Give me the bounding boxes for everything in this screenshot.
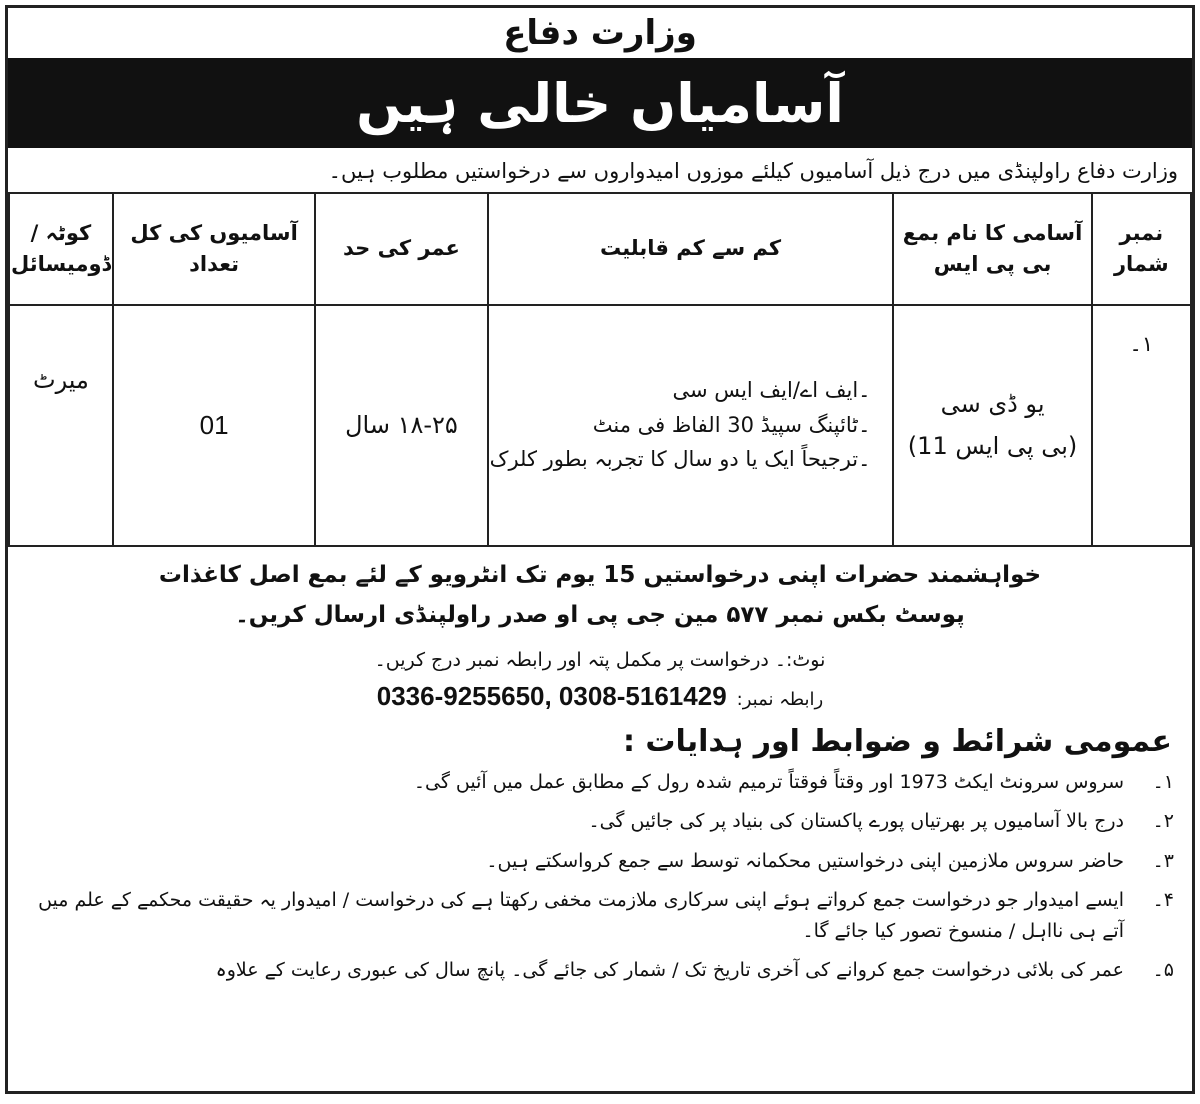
job-advertisement xyxy=(5,5,1195,1094)
list-item xyxy=(22,846,1174,876)
term-text: عمر کی بلائی درخواست جمع کروانے کی آخری تاریخ تک / شمار کی جائے گی۔ پانچ سال کی عبوری رعایت کے علاوہ xyxy=(215,958,1124,981)
table-header-row xyxy=(9,193,1191,305)
term-text: سروس سرونٹ ایکٹ 1973 اور وقتاً فوقتاً ترمیم شدہ رول کے مطابق عمل میں آئیں گی۔ xyxy=(413,771,1124,793)
note-text: نوٹ:۔ درخواست پر مکمل پتہ اور رابطہ نمبر درج کریں۔ xyxy=(374,649,826,671)
contact-numbers: 0336-9255650, 0308-5161429 xyxy=(376,681,727,711)
list-item xyxy=(22,885,1174,946)
vacancy-table xyxy=(8,192,1192,547)
cell-post-name xyxy=(893,305,1091,546)
terms-list xyxy=(8,767,1192,985)
cell-quota: میرٹ xyxy=(9,305,113,546)
header-serial: نمبر شمار xyxy=(1092,193,1191,305)
terms-title: عمومی شرائط و ضوابط اور ہدایات : xyxy=(622,724,1172,759)
instruction-line: پوسٹ بکس نمبر ۵۷۷ مین جی پی او صدر راولپنڈی ارسال کریں۔ xyxy=(235,601,965,628)
cell-total-posts: 01 xyxy=(113,305,315,546)
cell-qualification xyxy=(488,305,894,546)
header-age-limit: عمر کی حد xyxy=(315,193,487,305)
header-post-name: آسامی کا نام بمع بی پی ایس xyxy=(893,193,1091,305)
post-name: یو ڈی سی xyxy=(940,390,1045,418)
qualification-item: ۔ٹائپنگ سپیڈ 30 الفاظ فی منٹ xyxy=(592,412,871,437)
vacancies-banner: آسامیاں خالی ہیں xyxy=(8,58,1192,148)
term-number: ۱۔ xyxy=(1152,771,1174,793)
qualification-item: ۔ترجیحاً ایک یا دو سال کا تجربہ بطور کلرک xyxy=(489,447,871,472)
header-total-posts: آسامیوں کی کل تعداد xyxy=(113,193,315,305)
header-qualification: کم سے کم قابلیت xyxy=(488,193,894,305)
term-text: ایسے امیدوار جو درخواست جمع کرواتے ہوئے اپنی سرکاری ملازمت مخفی رکھتا ہے کی درخواست / امیدوار یہ حقیقت محکمے کے علم میں آتے ہی نااہل / منسوخ تصور کیا جائے گا۔ xyxy=(38,889,1124,942)
term-text: درج بالا آسامیوں پر بھرتیاں پورے پاکستان کی بنیاد پر کی جائیں گی۔ xyxy=(588,810,1124,833)
application-instructions xyxy=(8,547,1192,636)
qualification-item: ۔ایف اے/ایف ایس سی xyxy=(672,378,871,403)
ministry-title: وزارت دفاع xyxy=(503,13,697,53)
cell-age-limit: ۱۸-۲۵ سال xyxy=(315,305,487,546)
term-number: ۵۔ xyxy=(1152,958,1174,981)
term-number: ۲۔ xyxy=(1152,810,1174,833)
intro-text: وزارت دفاع راولپنڈی میں درج ذیل آسامیوں کیلئے موزوں امیدواروں سے درخواستیں مطلوب ہیں۔ xyxy=(328,159,1178,183)
term-number: ۳۔ xyxy=(1152,849,1174,872)
contact-label: رابطہ نمبر: xyxy=(736,689,824,710)
list-item xyxy=(22,806,1174,836)
cell-serial: ۱۔ xyxy=(1092,305,1191,546)
term-text: حاضر سروس ملازمین اپنی درخواستیں محکمانہ توسط سے جمع کرواسکتے ہیں۔ xyxy=(486,849,1124,872)
header-quota: کوٹہ / ڈومیسائل xyxy=(9,193,113,305)
list-item xyxy=(22,955,1174,985)
instruction-line: خواہشمند حضرات اپنی درخواستیں 15 یوم تک انٹرویو کے لئے بمع اصل کاغذات xyxy=(158,561,1042,588)
post-bps: (بی پی ایس 11) xyxy=(907,432,1078,460)
term-number: ۴۔ xyxy=(1152,889,1174,912)
contact-block xyxy=(8,681,1192,712)
list-item xyxy=(22,767,1174,797)
table-row xyxy=(9,305,1191,546)
